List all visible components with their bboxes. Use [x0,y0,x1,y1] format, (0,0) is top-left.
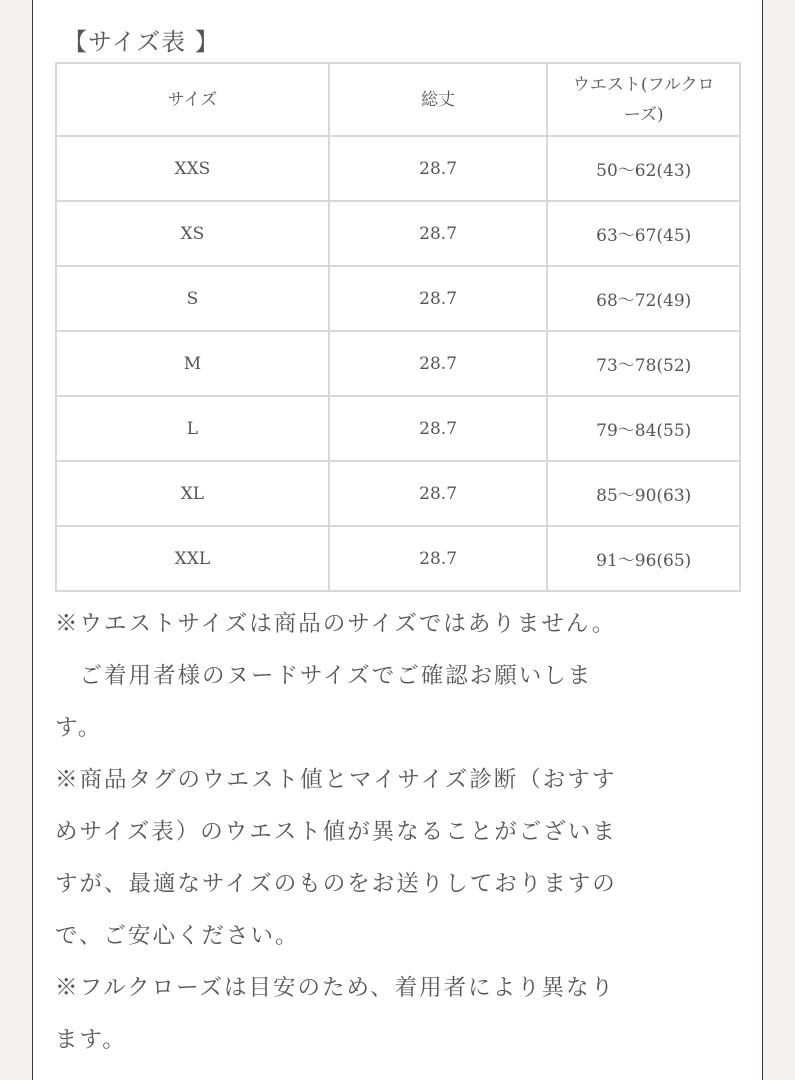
header-waist-line1: ウエスト(フルクロ [572,74,715,95]
table-row [56,201,740,266]
header-waist-line2: ーズ) [623,104,664,125]
cell-size: XS [56,201,329,266]
note-line: ※商品タグのウエスト値とマイサイズ診断（おすす [55,767,617,793]
note-line: すが、最適なサイズのものをお送りしておりますの [55,871,617,897]
note-line: で、ご安心ください。 [55,923,300,949]
note-line: ご着用者様のヌードサイズでご確認お願いしま [55,663,593,689]
table-row [56,461,740,526]
size-table [55,62,741,592]
cell-size: L [56,396,329,461]
cell-length: 28.7 [329,136,548,201]
table-header-row [56,63,740,136]
table-row [56,396,740,461]
cell-waist: 91〜96(65) [547,526,740,591]
cell-size: S [56,266,329,331]
cell-waist: 50〜62(43) [547,136,740,201]
cell-size: XXS [56,136,329,201]
cell-waist: 73〜78(52) [547,331,740,396]
table-row [56,331,740,396]
cell-waist: 79〜84(55) [547,396,740,461]
cell-length: 28.7 [329,201,548,266]
cell-waist: 68〜72(49) [547,266,740,331]
table-row [56,136,740,201]
note-line: ※フルクローズは目安のため、着用者により異なり [55,975,616,1001]
note-line: ※ウエストサイズは商品のサイズではありません。 [55,611,617,637]
header-length: 総丈 [329,63,548,136]
notes [55,598,741,1066]
note-line: めサイズ表）のウエスト値が異なることがございま [55,819,617,845]
cell-length: 28.7 [329,526,548,591]
header-size: サイズ [56,63,329,136]
table-row [56,526,740,591]
cell-length: 28.7 [329,331,548,396]
cell-length: 28.7 [329,396,548,461]
content-panel [32,0,763,1080]
header-waist [547,63,740,136]
cell-size: XXL [56,526,329,591]
cell-size: M [56,331,329,396]
cell-length: 28.7 [329,266,548,331]
cell-length: 28.7 [329,461,548,526]
note-line: ます。 [55,1027,127,1053]
cell-size: XL [56,461,329,526]
page-title: 【サイズ表 】 [63,28,220,56]
cell-waist: 63〜67(45) [547,201,740,266]
cell-waist: 85〜90(63) [547,461,740,526]
note-line: す。 [55,715,103,741]
table-row [56,266,740,331]
